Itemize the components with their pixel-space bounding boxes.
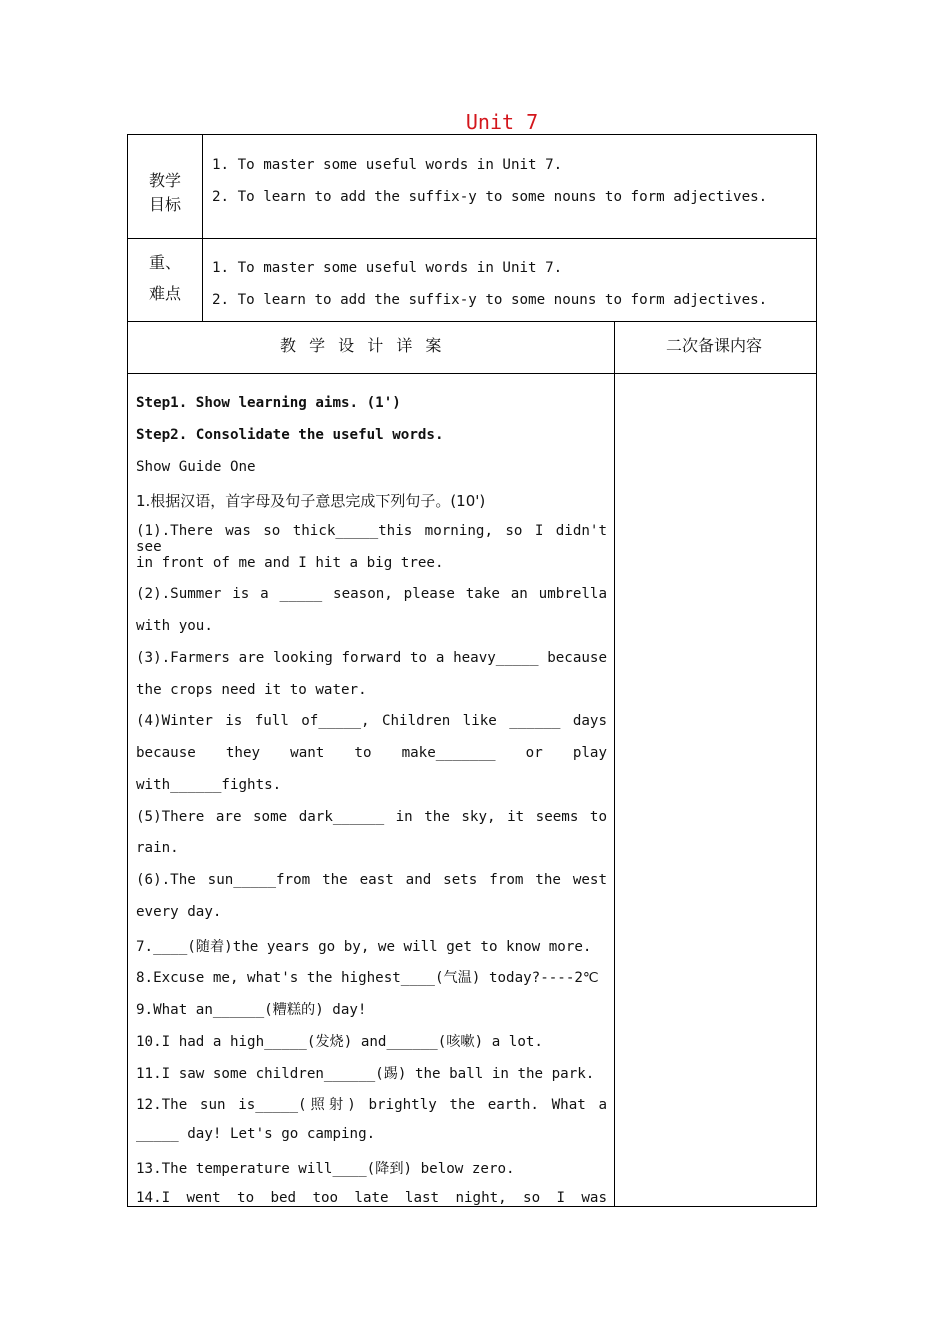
exercise-line: 10.I had a high_____(发烧) and______(咳嗽) a lot. (136, 1034, 543, 1050)
objective-item: 2. To learn to add the suffix-y to some nouns to form adjectives. (212, 189, 768, 205)
exercise-line: because they want to make_______ or play (136, 745, 607, 761)
exercise-line: in front of me and I hit a big tree. (136, 555, 444, 571)
exercise-line: (4)Winter is full of_____, Children like ______ days (136, 713, 607, 729)
row-divider (127, 321, 817, 322)
exercise-line: (6).The sun_____from the east and sets from the west (136, 872, 607, 888)
exercise-line: with you. (136, 618, 213, 634)
exercise-line: (5)There are some dark______ in the sky, it seems to (136, 809, 607, 825)
exercise-line: 14.I went to bed too late last night, so I was (136, 1190, 607, 1206)
exercise-line: the crops need it to water. (136, 682, 367, 698)
column-divider (202, 134, 203, 322)
exercise-line: 9.What an______(糟糕的) day! (136, 1002, 367, 1018)
key-point-item: 2. To learn to add the suffix-y to some nouns to form adjectives. (212, 292, 768, 308)
notes-header: 二次备课内容 (666, 336, 763, 355)
row-divider (127, 373, 817, 374)
exercise-line: 7.____(随着)the years go by, we will get to know more. (136, 939, 592, 955)
body-line: 1.根据汉语，首字母及句子意思完成下列句子。(10') (136, 492, 486, 510)
step-line: Step2. Consolidate the useful words. (136, 427, 444, 443)
page-title: Unit 7 (465, 110, 539, 134)
row-divider (127, 238, 817, 239)
exercise-line: (3).Farmers are looking forward to a heavy_____ because (136, 650, 607, 666)
exercise-line: (1).There was so thick_____this morning, so I didn't see (136, 523, 607, 555)
column-divider (614, 321, 615, 1207)
exercise-line: 8.Excuse me, what's the highest____(气温) today?----2℃ (136, 970, 599, 986)
exercise-line: with______fights. (136, 777, 282, 793)
exercise-line: every day. (136, 904, 222, 920)
exercise-line: 11.I saw some children______(踢) the ball in the park. (136, 1066, 595, 1082)
exercise-line: rain. (136, 840, 179, 856)
exercise-line: 13.The temperature will____(降到) below zero. (136, 1161, 515, 1177)
objectives-label: 教学 目标 (148, 171, 181, 214)
exercise-line: (2).Summer is a _____ season, please take an umbrella (136, 586, 607, 602)
step-line: Step1. Show learning aims. (1') (136, 395, 401, 411)
exercise-line: 12.The sun is_____(照射) brightly the earth. What a (136, 1097, 607, 1113)
exercise-line: _____ day! Let's go camping. (136, 1126, 376, 1142)
key-points-label: 重、 难点 (148, 253, 181, 303)
objective-item: 1. To master some useful words in Unit 7. (212, 157, 563, 173)
design-header: 教 学 设 计 详 案 (280, 336, 442, 355)
key-point-item: 1. To master some useful words in Unit 7. (212, 260, 563, 276)
body-line: Show Guide One (136, 459, 256, 475)
